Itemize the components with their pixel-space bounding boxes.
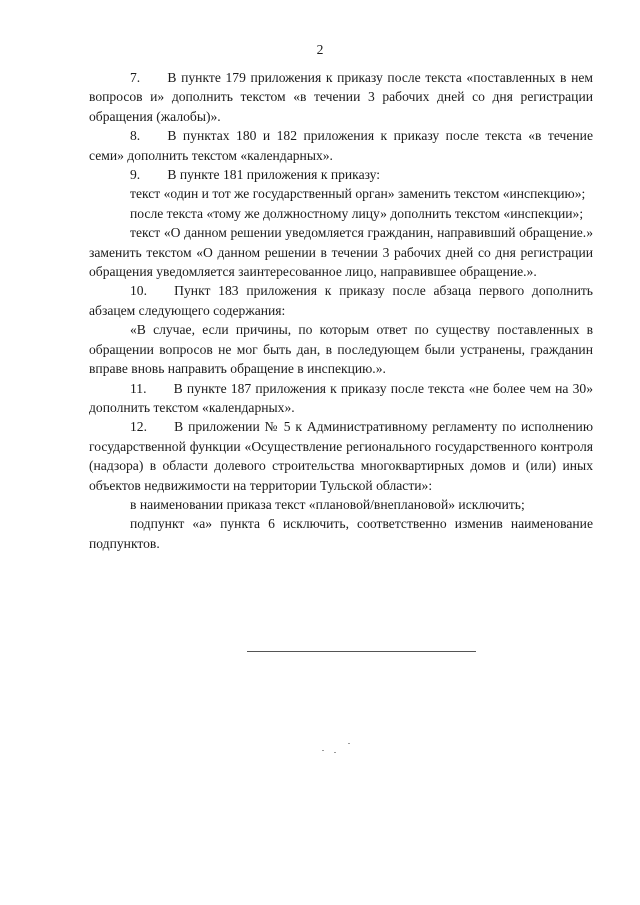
- paragraph-item-9: 9. В пункте 181 приложения к приказу:: [130, 167, 381, 183]
- paragraph-item-7: 7. В пункте 179 приложения к приказу после текста «поставленных в нем вопросов и» дополнить текстом «в течении 3 рабочих дней со дня регистрации обращения (жалобы)».: [89, 70, 593, 124]
- paragraph-item-12-sub-1: в наименовании приказа текст «плановой/внеплановой» исключить;: [130, 496, 525, 512]
- paragraph-item-12: 12. В приложении № 5 к Административному регламенту по исполнению государственной функции «Осуществление регионального государственного контроля (надзора) в области долевого строительства многоквартирных домов и (или) иных объектов недвижимости на территории Тульской области»:: [89, 419, 593, 493]
- scan-speck: [322, 750, 324, 751]
- paragraph-item-10-quote: «В случае, если причины, по которым ответ по существу поставленных в обращении вопросов не мог быть дан, в последующем были устранены, гражданин вправе вновь направить обращение в инспекцию.».: [89, 322, 593, 377]
- paragraph-item-8: 8. В пунктах 180 и 182 приложения к приказу после текста «в течение семи» дополнить текстом «календарных».: [89, 128, 593, 163]
- end-rule-divider: [247, 651, 476, 652]
- paragraph-item-12-sub-2: подпункт «а» пункта 6 исключить, соответственно изменив наименование подпунктов.: [89, 516, 593, 551]
- page-number: 2: [316, 42, 324, 57]
- scan-speck: [348, 743, 350, 744]
- paragraph-item-10: 10. Пункт 183 приложения к приказу после абзаца первого дополнить абзацем следующего содержания:: [89, 283, 593, 318]
- paragraph-item-9-sub-1: текст «один и тот же государственный орган» заменить текстом «инспекцию»;: [130, 186, 586, 202]
- paragraph-item-9-sub-3: текст «О данном решении уведомляется гражданин, направивший обращение.» заменить текстом «О данном решении в течении 3 рабочих дней со дня регистрации обращения уведомляется заинтересованное лицо, направившее обращение.».: [89, 225, 593, 280]
- document-body: [89, 68, 593, 553]
- paragraph-item-9-sub-2: после текста «тому же должностному лицу» дополнить текстом «инспекции»;: [130, 205, 584, 221]
- paragraph-item-11: 11. В пункте 187 приложения к приказу после текста «не более чем на 30» дополнить текстом «календарных».: [89, 380, 593, 415]
- scan-speck: [334, 752, 336, 753]
